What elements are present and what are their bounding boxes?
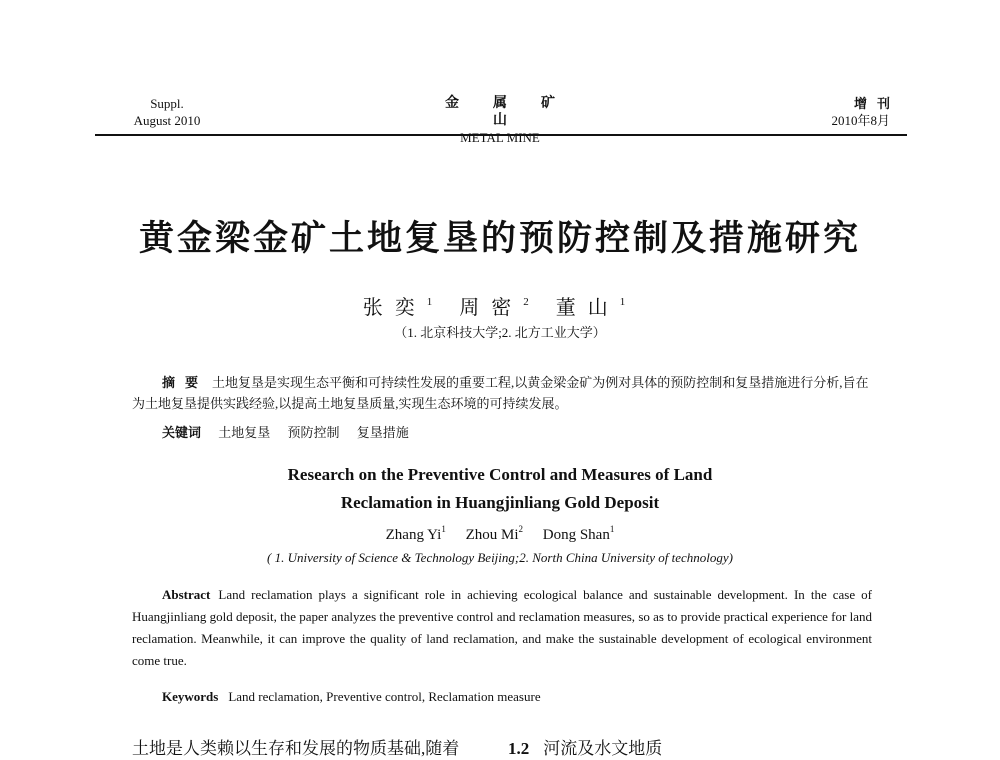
keywords-en-label: Keywords [162, 689, 219, 704]
abstract-en-text: Land reclamation plays a significant role in achieving ecological balance and sustainable development. In the case of Huangjinliang gold deposit, the paper analyzes the preventive control and reclamation measures, so as to provide practical experience for land reclamation. Meanwhile, it can improve the quality of land reclamation, and make the sustainable development of ecological environment come true. [132, 587, 872, 668]
author-en: Zhou Mi$^2$ [465, 524, 523, 543]
keyword-cn: 预防控制 [287, 425, 340, 440]
header-supplement-cn: 增刊 [853, 96, 900, 111]
keywords-cn-label: 关键词 [162, 425, 202, 440]
header-date-en: August 2010 [133, 113, 201, 128]
abstract-en [132, 584, 872, 672]
keyword-cn: 复垦措施 [356, 425, 409, 440]
header-date-cn: 2010年8月 [831, 113, 890, 128]
paper-title-en-line1: Research on the Preventive Control and Measures of Land [287, 465, 713, 484]
author-cn: 张奕$^1$ [362, 296, 445, 319]
affiliation-cn: （1. 北京科技大学;2. 北方工业大学） [394, 325, 606, 340]
section-heading [508, 738, 662, 760]
author-cn: 董山$^1$ [555, 296, 638, 319]
abstract-en-label: Abstract [162, 587, 211, 602]
header-left [122, 95, 212, 129]
abstract-cn-label: 摘要 [162, 375, 209, 390]
keywords-en-text: Land reclamation, Preventive control, Reclamation measure [228, 689, 541, 704]
author-en: Zhang Yi$^1$ [385, 524, 446, 543]
journal-name-cn: 金属矿山 [445, 96, 589, 128]
affiliation-en: ( 1. University of Science & Technology Beijing;2. North China University of technology) [267, 550, 733, 565]
header-suppl: Suppl. [150, 96, 184, 111]
journal-name-en: METAL MINE [460, 130, 540, 145]
section-number: 1.2 [508, 739, 530, 758]
author-cn: 周密$^2$ [459, 296, 541, 319]
section-title: 河流及水文地质 [543, 739, 663, 758]
abstract-cn [132, 372, 870, 414]
keywords-en [162, 688, 862, 706]
author-en: Dong Shan$^1$ [542, 524, 615, 543]
keywords-cn [162, 424, 862, 442]
header-right [780, 95, 900, 129]
paper-title-cn: 黄金梁金矿土地复垦的预防控制及措施研究 [138, 219, 861, 258]
paper-title-en [150, 461, 850, 517]
paper-title-en-line2: Reclamation in Huangjinliang Gold Deposit [340, 493, 660, 512]
header-center [400, 95, 600, 146]
authors-en [150, 525, 850, 545]
body-text-left: 土地是人类赖以生存和发展的物质基础,随着 [132, 739, 460, 758]
abstract-cn-text: 土地复垦是实现生态平衡和可持续性发展的重要工程,以黄金梁金矿为例对具体的预防控制和复垦措施进行分析,旨在为土地复垦提供实践经验,以提高土地复垦质量,实现生态环境的可持续发展。 [132, 375, 869, 411]
header-rule [95, 134, 907, 136]
keyword-cn: 土地复垦 [218, 425, 271, 440]
authors-cn [100, 295, 900, 321]
